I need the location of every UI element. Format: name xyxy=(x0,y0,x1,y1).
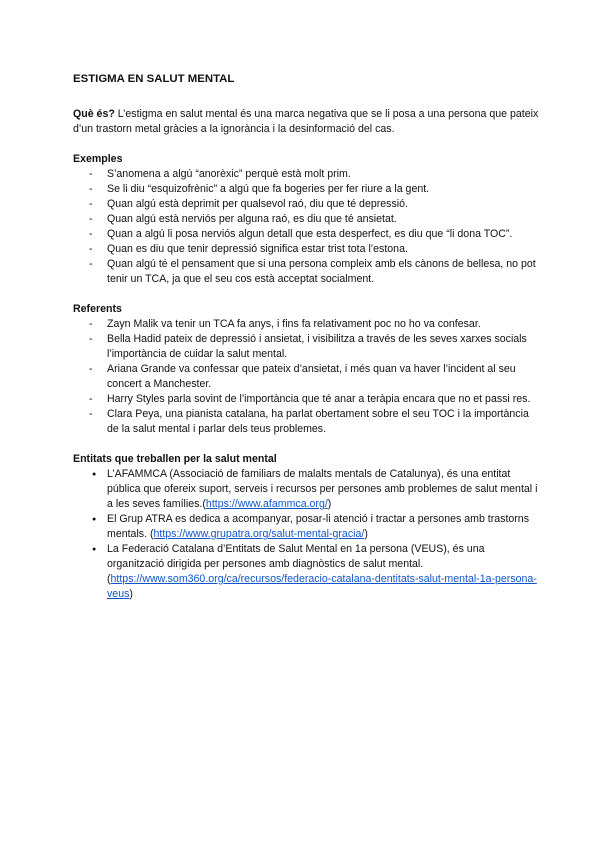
afammca-link[interactable]: https://www.afammca.org/ xyxy=(205,498,328,510)
entitat-text: La Federació Catalana d’Entitats de Salut Mental en 1a persona (VEUS), és una organització dirigida per persones amb diagnòstics de salut mental. ( xyxy=(107,543,485,585)
entitat-text-close: ) xyxy=(327,498,332,510)
list-item: - Bella Hadid pateix de depressió i ansietat, i visibilitza a través de les seves xarxes socials l’importància de cuidar la salut mental. xyxy=(73,332,540,362)
list-item: - Quan es diu que tenir depressió significa estar trist tota l’estona. xyxy=(73,242,540,257)
grupatra-link[interactable]: https://www.grupatra.org/salut-mental-gracia/ xyxy=(153,528,365,540)
entitat-text: L’AFAMMCA (Associació de familiars de malalts mentals de Catalunya), és una entitat pública que ofereix suport, serveis i recursos per persones amb problemes de salut mental i a les seves famílies.( xyxy=(107,468,538,510)
referents-heading: Referents xyxy=(73,303,122,315)
entitat-text: El Grup ATRA es dedica a acompanyar, posar-li atenció i tractar a persones amb trastorns mentals. ( xyxy=(107,513,529,540)
list-item: - Harry Styles parla sovint de l’importància que té anar a teràpia encara que no et passi res. xyxy=(73,392,540,407)
list-item xyxy=(73,512,540,542)
exemples-list xyxy=(73,167,540,287)
entitat-text-close: ) xyxy=(129,588,133,600)
list-item: - Quan algú té el pensament que si una persona compleix amb els cànons de bellesa, no pot tenir un TCA, ja que el seu cos està acceptat socialment. xyxy=(73,257,540,287)
intro-text: L’estigma en salut mental és una marca negativa que se li posa a una persona que pateix d’un trastorn metal gràcies a la ignorància i la desinformació del cas. xyxy=(73,108,539,135)
list-item: - Clara Peya, una pianista catalana, ha parlat obertament sobre el seu TOC i la importància de la salut mental i parlar dels teus problemes. xyxy=(73,407,540,437)
som360-link[interactable]: https://www.som360.org/ca/recursos/federacio-catalana-dentitats-salut-mental-1a-persona-veus xyxy=(107,573,537,600)
entitats-heading: Entitats que treballen per la salut mental xyxy=(73,453,277,465)
intro-paragraph xyxy=(73,107,540,137)
list-item: - Ariana Grande va confessar que pateix d’ansietat, i més quan va haver l’incident al seu concert a Manchester. xyxy=(73,362,540,392)
intro-label: Què és? xyxy=(73,108,115,120)
document-title: ESTIGMA EN SALUT MENTAL xyxy=(73,73,235,85)
entitat-text-close: ) xyxy=(364,528,368,540)
list-item: - Quan algú està deprimit per qualsevol raó, diu que té depressió. xyxy=(73,197,540,212)
list-item: - Quan algú està nerviós per alguna raó, es diu que té ansietat. xyxy=(73,212,540,227)
exemples-heading: Exemples xyxy=(73,153,123,165)
list-item: - Quan a algú li posa nerviós algun detall que esta desperfect, es diu que “li dona TOC”. xyxy=(73,227,540,242)
list-item xyxy=(73,542,540,602)
entitats-list xyxy=(73,467,540,602)
referents-list xyxy=(73,317,540,437)
list-item: - Se li diu “esquizofrènic” a algú que fa bogeries per fer riure a la gent. xyxy=(73,182,540,197)
list-item: - S’anomena a algú “anorèxic” perquè està molt prim. xyxy=(73,167,540,182)
list-item: - Zayn Malik va tenir un TCA fa anys, i fins fa relativament poc no ho va confesar. xyxy=(73,317,540,332)
list-item xyxy=(73,467,540,512)
